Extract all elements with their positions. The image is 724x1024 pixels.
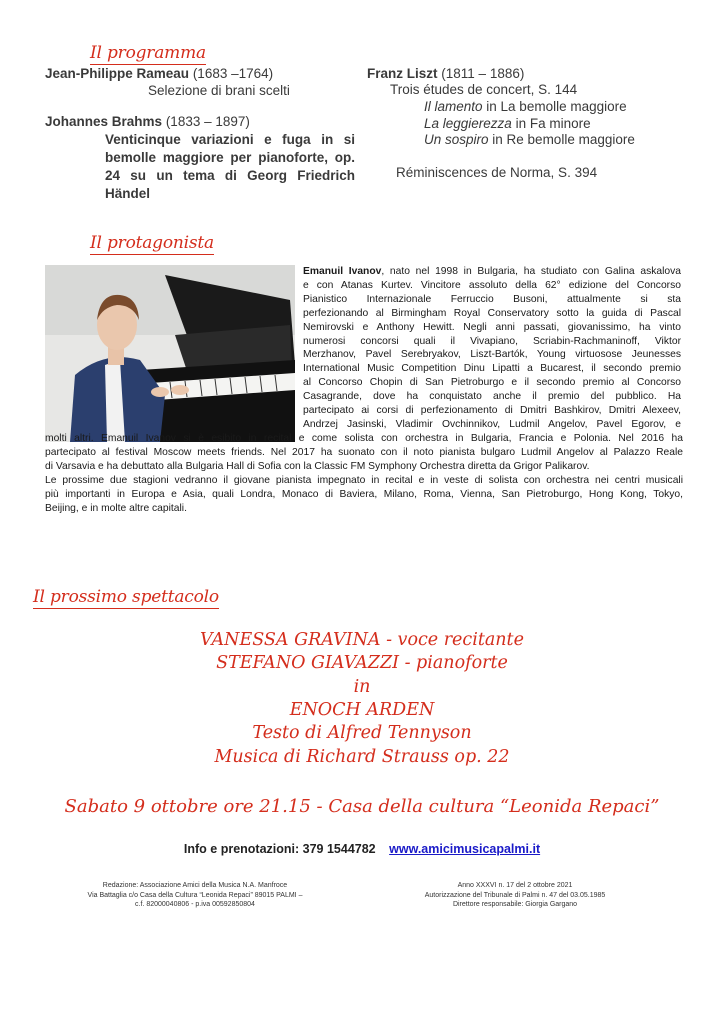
bio-line: Beijing, e in molte altre capitali. <box>45 502 187 514</box>
bio-line: Merzhanov, Pavel Serebryakov, Liszt-Bartók, Young virtuosose Jeunesses <box>303 349 681 361</box>
work-liszt-etudes: Trois études de concert, S. 144 <box>390 82 578 97</box>
composer-name: Jean-Philippe Rameau <box>45 66 190 81</box>
composer-years: (1683 –1764) <box>192 66 274 81</box>
bio-line: di Varsavia e ha debuttato alla Bulgaria Hall di Sofia con la Classic FM Symphony Orchestra diretta da Grigor Palikarov. <box>45 460 590 472</box>
bio-line: Pianistico Internazionale Ferruccio Busoni, attualmente si sta <box>303 293 681 305</box>
bio-side-text <box>303 265 681 432</box>
footer-line: c.f. 82000040806 - p.iva 00592850804 <box>135 901 255 908</box>
composer-rameau <box>45 66 273 81</box>
footer-line: Via Battaglia c/o Casa della Cultura “Leonida Repaci” 89015 PALMI – <box>87 891 303 899</box>
bio-line: perfezionando al Birmingham Royal Conservatory sotto la guida di Pascal <box>303 307 681 319</box>
work-brahms: Venticinque variazioni e fuga in si bemolle maggiore per pianoforte, op. 24 su un tema di Georg Friedrich Händel <box>105 132 355 201</box>
composer-liszt <box>367 66 524 81</box>
footer-right <box>395 881 635 910</box>
bio-line: partecipato al festival Moscow meets friends. Nel 2017 ha suonato con il noto pianista bulgaro Ludmil Angelov al Palazzo Reale <box>45 446 683 458</box>
bio-line: molti altri. Emanuil Ivanov si è esibito in recital e come solista con orchestra in Bulgaria, Francia e Polonia. Nel 2016 ha <box>45 433 683 444</box>
composer-name: Franz Liszt <box>367 66 438 81</box>
composer-brahms <box>45 114 250 129</box>
pianist-name: Emanuil Ivanov <box>303 266 382 277</box>
website-link[interactable]: www.amicimusicapalmi.it <box>389 842 541 856</box>
info-label: Info e prenotazioni: 379 1544782 <box>183 842 376 856</box>
movement-key: in La bemolle maggiore <box>482 99 627 114</box>
work-rameau: Selezione di brani scelti <box>148 83 290 98</box>
movement-key: in Re bemolle maggiore <box>488 132 635 147</box>
bio-line: al Concorso Chopin di San Pietroburgo e il secondo premio al Concorso <box>303 377 681 389</box>
composer-years: (1833 – 1897) <box>165 114 250 129</box>
movement-title: Il lamento <box>424 99 483 114</box>
bio-line: e con Atanas Kurtev. Vincitore assoluto della 62° edizione del Concorso <box>303 279 681 291</box>
show-date: Sabato 9 ottobre ore 21.15 - Casa della cultura “Leonida Repaci” <box>64 796 660 817</box>
info-line <box>0 842 724 856</box>
section-title-prossimo: Il prossimo spettacolo <box>33 587 219 607</box>
movement-title: La leggierezza <box>424 116 512 131</box>
show-line: in <box>353 677 371 697</box>
bio-line: International Music Competition Dinu Lipatti a Bucarest, il secondo premio <box>303 363 681 375</box>
footer-line: Direttore responsabile: Giorgia Gargano <box>452 901 578 908</box>
footer-line: Redazione: Associazione Amici della Musica N.A. Manfroce <box>102 882 288 889</box>
pianist-photo <box>45 265 295 442</box>
show-line: Musica di Richard Strauss op. 22 <box>214 747 510 767</box>
footer-left <box>70 881 320 910</box>
movement-key: in Fa minore <box>511 116 591 131</box>
bio-line: Casagrande, dove ha conquistato anche il premio del pubblico. Ha <box>303 391 681 403</box>
section-title-protagonista: Il protagonista <box>90 233 214 253</box>
composer-years: (1811 – 1886) <box>441 66 525 81</box>
bio-line: Le prossime due stagioni vedranno il giovane pianista impegnato in recital e in veste di solista con orchestra nei centri musicali <box>45 474 683 486</box>
composer-name: Johannes Brahms <box>45 114 163 129</box>
bio-full-text <box>45 432 683 515</box>
bio-line: Andrzej Jasinski, Vladimir Ovchinnikov, Ludmil Angelov, Pavel Egorov, e <box>303 418 681 430</box>
bio-line: Nemirovski e Anthony Hewitt. Negli anni passati, giovanissimo, ha vinto <box>303 321 681 333</box>
bio-line: partecipato ai corsi di perfezionamento di Dmitri Bashkirov, Dmitri Alexeev, <box>303 405 681 417</box>
show-line: VANESSA GRAVINA - voce recitante <box>200 630 524 650</box>
bio-line: numerosi concorsi quali il Vivapiano, Scriabin-Rachmaninoff, Viktor <box>303 335 681 347</box>
movement-item <box>424 116 591 131</box>
show-line: ENOCH ARDEN <box>289 700 435 720</box>
movement-item <box>424 99 627 114</box>
movement-item <box>424 132 635 147</box>
footer-line: Anno XXXVI n. 17 del 2 ottobre 2021 <box>457 882 573 889</box>
show-line: STEFANO GIAVAZZI - pianoforte <box>216 653 508 673</box>
show-line: Testo di Alfred Tennyson <box>252 723 472 743</box>
work-liszt-norma: Réminiscences de Norma, S. 394 <box>396 165 598 180</box>
bio-line: più importanti in Europa e Asia, quali Londra, Monaco di Baviera, Milano, Roma, Vienna, San Pietroburgo, Hong Kong, Tokyo, <box>45 488 683 500</box>
footer-line: Autorizzazione del Tribunale di Palmi n. 47 del 03.05.1985 <box>424 891 606 899</box>
movement-title: Un sospiro <box>424 132 489 147</box>
section-title-programma: Il programma <box>90 43 206 63</box>
bio-line: Emanuil Ivanov, nato nel 1998 in Bulgaria, ha studiato con Galina askalova <box>303 266 681 277</box>
